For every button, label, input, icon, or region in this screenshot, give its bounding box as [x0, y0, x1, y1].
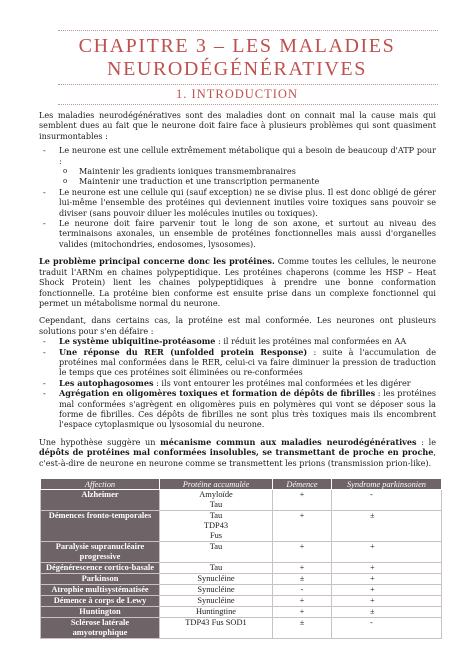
hypothesis-paragraph [39, 437, 436, 468]
protein-cell [160, 490, 273, 511]
affection-cell [41, 542, 160, 563]
problems-list [39, 145, 436, 249]
intro-paragraph: Les maladies neurodégénératives sont des maladies dont on connait mal la cause mais qui semblent dues au fait que le neurone doit faire face à plusieurs problèmes qui sont quasiment insurmontables : [39, 110, 436, 141]
table-row [41, 542, 442, 563]
table-body [41, 490, 442, 639]
section-heading: 1. INTRODUCTION [176, 87, 298, 101]
table-header-row [41, 479, 442, 490]
hypothesis-bold: dépôts de protéines mal conformées insolubles, se transmettant de proche en proche [39, 447, 434, 458]
parkinsonism-cell [332, 607, 442, 618]
affection-cell [41, 490, 160, 511]
parkinsonism-cell-line: + [370, 585, 375, 594]
protein-cell-line: Fus [209, 531, 223, 540]
problem-lead: Le problème principal concerne donc les protéines. [39, 256, 275, 267]
defense-list [39, 336, 436, 430]
dementia-cell-line: + [299, 596, 305, 605]
sub-list [59, 166, 436, 187]
list-item [39, 336, 436, 346]
table-row [41, 585, 442, 596]
list-item [39, 388, 436, 430]
table-row [41, 618, 442, 639]
dementia-cell [273, 511, 332, 542]
list-item: - Le neurone doit faire parvenir tout le long de son axone, et surtout au niveau des terminaisons axonales, un ensemble de protéines fonctionnelles mais aussi d'organelles valides (mitochondries, endosomes, lysosomes). [39, 218, 436, 249]
list-item-text: : suite à l'accumulation de protéines mal conformées dans le RER, celui-ci va faire diminuer la pression de traduction le temps que ces protéines soit éliminées ou re-conformées [59, 346, 436, 378]
list-item-text: : il réduit les protéines mal conformées en AA [215, 336, 407, 347]
title-divider [58, 84, 438, 85]
protein-cell [160, 585, 273, 596]
list-item [39, 347, 436, 378]
dementia-cell [273, 607, 332, 618]
protein-cell-line: Tau [209, 511, 223, 520]
affection-cell-line: Paralysie supranucléaire progressive [55, 542, 145, 561]
protein-cell-line: Tau [209, 500, 223, 509]
parkinsonism-cell-line: - [370, 618, 373, 627]
protein-cell-line: Synucléine [197, 585, 235, 594]
parkinsonism-cell-line: ± [370, 511, 375, 520]
top-divider [58, 30, 438, 31]
section-divider [58, 104, 438, 105]
list-item-bold: Une réponse du RER (unfolded protein Response) [59, 346, 308, 357]
hypothesis-text: Une hypothèse suggère un [39, 436, 161, 447]
affection-cell-line: Parkinson [81, 574, 119, 583]
protein-cell-line: Tau [209, 542, 223, 551]
affection-cell [41, 618, 160, 639]
dementia-cell-line: + [299, 542, 305, 551]
protein-cell [160, 574, 273, 585]
hypothesis-bold: mécanisme commun aux maladies neurodégénératives [160, 436, 417, 447]
hypothesis-text: , c'est-à-dire de neurone en neurone comme se transmettent les prions (transmission prion-like). [39, 447, 436, 468]
dementia-cell-line: ± [299, 618, 305, 627]
column-header: Affection [41, 479, 160, 490]
column-header: Protéine accumulée [160, 479, 273, 490]
protein-cell [160, 618, 273, 639]
protein-cell-line: Synucléine [197, 596, 235, 605]
list-item-text: : les protéines mal conformées s'agrègent en oligomères puis en polymères qui vont se déposer sous la forme de fibrilles. Ces dépôts de fibrilles ne sont plus très toxiques mais ils encombrent l'espace cytoplasmique ou lysosomial du neurone. [59, 388, 437, 430]
protein-cell-line: TDP43 [203, 521, 229, 530]
dementia-cell [273, 618, 332, 639]
parkinsonism-cell-line: ± [370, 607, 375, 616]
protein-cell [160, 563, 273, 574]
dementia-cell [273, 542, 332, 563]
table-row [41, 596, 442, 607]
dementia-cell-line: ± [299, 574, 305, 583]
table-row [41, 607, 442, 618]
defense-intro: Cependant, dans certains cas, la protéine est mal conformée. Les neurones ont plusieurs solutions pour s'en défaire : [39, 315, 436, 336]
table-row [41, 563, 442, 574]
parkinsonism-cell [332, 542, 442, 563]
dementia-cell [273, 585, 332, 596]
affection-cell-line: Démences fronto-temporales [48, 511, 152, 520]
body-text [39, 110, 436, 468]
list-item: - Le neurone est une cellule qui (sauf exception) ne se divise plus. Il est donc obligé de gérer lui-même l'ensemble des protéines qui deviennent inutiles voire toxiques sans pouvoir se diviser (sans pouvoir diluer les molécules inutiles ou toxiques). [39, 187, 436, 218]
affection-cell-line: Alzheimer [81, 490, 119, 499]
column-header: Démence [273, 479, 332, 490]
dementia-cell-line: + [299, 607, 305, 616]
protein-cell [160, 596, 273, 607]
affection-cell [41, 563, 160, 574]
affection-cell-line: Huntington [79, 607, 121, 616]
table-row [41, 490, 442, 511]
affection-cell [41, 574, 160, 585]
dementia-cell-line: + [299, 511, 305, 520]
table-row [41, 574, 442, 585]
parkinsonism-cell [332, 574, 442, 585]
dementia-cell-line: + [299, 490, 305, 499]
sub-list-item: o Maintenir les gradients ioniques transmembranaires [59, 166, 436, 176]
list-item [39, 378, 436, 388]
protein-cell-line: Tau [209, 563, 223, 572]
chapter-title-line1: CHAPITRE 3 – LES MALADIES [78, 35, 396, 57]
list-item-bold: Agrégation en oligomères toxiques et formation de dépôts de fibrilles [59, 388, 376, 399]
sub-list-item: o Maintenir une traduction et une transcription permanente [59, 176, 436, 186]
affection-cell [41, 511, 160, 542]
protein-cell-line: Amyloïde [199, 490, 233, 499]
problem-text: Comme toutes les cellules, le neurone traduit l'ARNm en chaines polypeptidique. Les protéines chaperons (comme les HSP – Heat Shock Protein) lient les chaines polypeptidiques à prendre une bonne conformation fonctionnelle. La protéine bien conforme est ensuite prise dans un complexe fonctionnel qui permet un métabolisme normal du neurone. [39, 256, 436, 308]
parkinsonism-cell [332, 585, 442, 596]
affection-cell-line: Dégénérescence cortico-basale [46, 563, 154, 572]
affection-cell [41, 596, 160, 607]
chapter-title-line2: NEURODÉGÉNÉRATIVES [107, 58, 367, 80]
list-item-bold: Le système ubiquitine-protéasome [59, 336, 216, 347]
protein-cell-line: Huntingtine [195, 607, 236, 616]
dementia-cell-line: + [299, 563, 305, 572]
list-item-text: Le neurone est une cellule extrêmement métabolique qui a besoin de beaucoup d'ATP pour : [59, 145, 436, 166]
affection-cell [41, 585, 160, 596]
dementia-cell-line: - [300, 585, 304, 594]
protein-cell-line: TDP43 Fus SOD1 [185, 618, 247, 627]
dementia-cell [273, 574, 332, 585]
list-item [39, 145, 436, 187]
protein-cell [160, 607, 273, 618]
parkinsonism-cell-line: + [370, 563, 375, 572]
dementia-cell [273, 563, 332, 574]
hypothesis-text: : le [416, 436, 436, 447]
affection-cell [41, 607, 160, 618]
parkinsonism-cell [332, 618, 442, 639]
parkinsonism-cell-line: - [370, 490, 373, 499]
dementia-cell [273, 490, 332, 511]
affection-cell-line: Démence à corps de Lewy [53, 596, 147, 605]
parkinsonism-cell [332, 563, 442, 574]
list-item-text: : ils vont entourer les protéines mal conformées et les digérer [153, 377, 411, 388]
problem-paragraph [39, 256, 436, 308]
parkinsonism-cell [332, 490, 442, 511]
affection-cell-line: Atrophie multisystématisée [51, 585, 149, 594]
list-item-bold: Les autophagosomes [59, 377, 154, 388]
parkinsonism-cell-line: + [370, 542, 375, 551]
parkinsonism-cell-line: + [370, 574, 375, 583]
affection-cell-line: Sclérose latérale amyotrophique [70, 618, 130, 637]
parkinsonism-cell [332, 511, 442, 542]
diseases-table [40, 478, 442, 639]
dementia-cell [273, 596, 332, 607]
column-header: Syndrome parkinsonien [332, 479, 442, 490]
parkinsonism-cell-line: + [370, 596, 375, 605]
parkinsonism-cell [332, 596, 442, 607]
protein-cell [160, 511, 273, 542]
table-row [41, 511, 442, 542]
protein-cell [160, 542, 273, 563]
protein-cell-line: Synucléine [197, 574, 235, 583]
